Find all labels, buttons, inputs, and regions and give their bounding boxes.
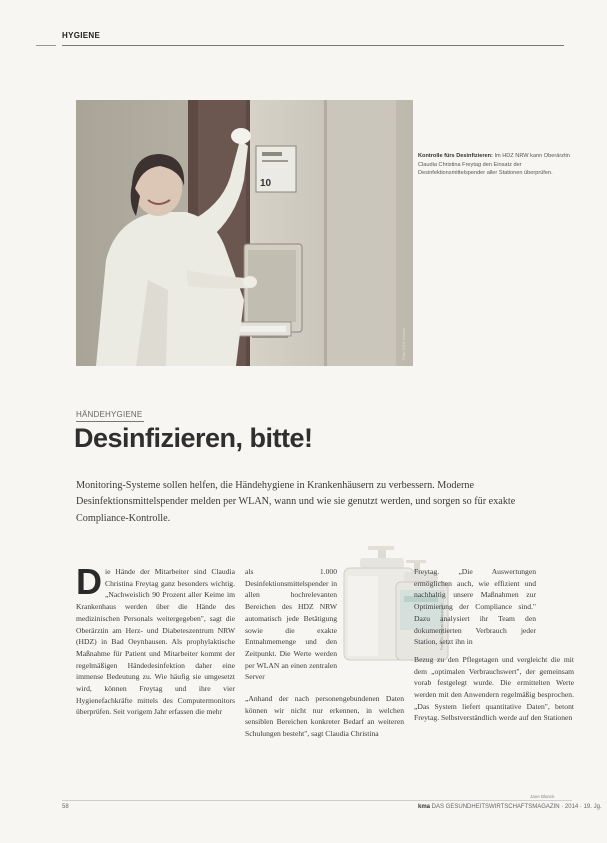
headline: Desinfizieren, bitte! <box>74 423 313 453</box>
kicker-rule <box>76 421 144 422</box>
lead-paragraph: Monitoring-Systeme sollen helfen, die Händehygiene in Krankenhäusern zu verbessern. Moderne Desinfektionsmittelspender melden per WLAN, wann und wie sie genutzt werden, und sorgen so für exakte Compliance-Kontrolle. <box>76 480 516 524</box>
body-column-1-text: ie Hände der Mitarbeiter sind Claudia Christina Freytag ganz besonders wichtig. „Nachweislich 90 Prozent aller Keime im Krankenhaus werden über die Hände des medizinischen Personals weitergegeben", sagt die Oberärztin am Herz- und Diabeteszentrum NRW (HDZ) in Bad Oeynhausen. Als prophylaktische Maßnahme für Patient und Mitarbeiter kommt der regelmäßigen Händedesinfektion daher eine immense Bedeutung zu. Wie häufig sie umgesetzt wird, können Freytag und ihre vier Hygienefachkräfte mittels des Computermonitors überprüfen. Seit vorigem Jahr erfassen die mehr <box>76 567 235 717</box>
header-rule-left <box>36 45 56 46</box>
photo-credit: Foto: KKH Kassel <box>401 328 406 360</box>
body-column-2-p2: „Anhand der nach personengebundenen Daten können wir nicht nur erkennen, in welchen sensiblen Bereichen konkreter Bedarf an weiteren Schulungen besteht", sagt Claudia Christina <box>245 694 404 739</box>
caption-text: Im HDZ NRW kann Oberärztin Claudia Christina Freytag den Einsatz der Desinfektionsmittelspender aller Stationen überprüfen. <box>418 153 570 177</box>
journal-issue: DAS GESUNDHEITSWIRTSCHAFTSMAGAZIN · 2014 · 19. Jg. <box>430 804 602 810</box>
body-column-3-p1: Freytag. „Die Auswertungen ermöglichen auch, wie effizient und nachhaltig unsere Maßnahmen zur Optimierung der Compliance sind." Dazu analysiert ihr Team den dokumentierten Verbrauch jeder Station, setzt ihn in <box>414 567 536 647</box>
header-rule <box>62 45 564 46</box>
body-column-1 <box>76 561 235 718</box>
bottle-photo-credit: Foto: B. Braun Melsungen <box>439 603 444 650</box>
room-sign-number: 10 <box>260 178 272 189</box>
page-number: 58 <box>62 804 69 810</box>
hero-photo <box>76 100 413 366</box>
journal-name: kma <box>418 804 431 810</box>
journal-footer <box>418 804 602 810</box>
dropcap: D <box>76 561 102 602</box>
kicker: HÄNDEHYGIENE <box>76 410 143 419</box>
body-column-3 <box>414 566 574 730</box>
body-column-3-p2: Bezug zu den Pflegetagen und vergleicht die mit dem „optimalen Verbrauchswert", der gemeinsam vorab festgelegt wurde. Die ermittelten Werte werden mit den Anwendern regelmäßig besprochen. „Das System liefert quantitative Daten", betont Freytag. Selbstverständlich werde auf den Stationen <box>414 654 574 723</box>
photo-caption <box>418 152 586 178</box>
body-column-2-p1: als 1.000 Desinfektionsmittelspender in allen hochrelevanten Bereichen des HDZ NRW automatisch jede Betätigung sowie die exakte Entnahmemenge und den Zeitpunkt. Die Werte werden per WLAN an einen zentralen Server <box>245 567 337 682</box>
caption-bold: Kontrolle fürs Desinfizieren: <box>418 153 493 159</box>
footer-rule <box>62 800 572 801</box>
section-label: HYGIENE <box>62 31 101 40</box>
end-signature: Jane Blanck <box>530 794 555 799</box>
